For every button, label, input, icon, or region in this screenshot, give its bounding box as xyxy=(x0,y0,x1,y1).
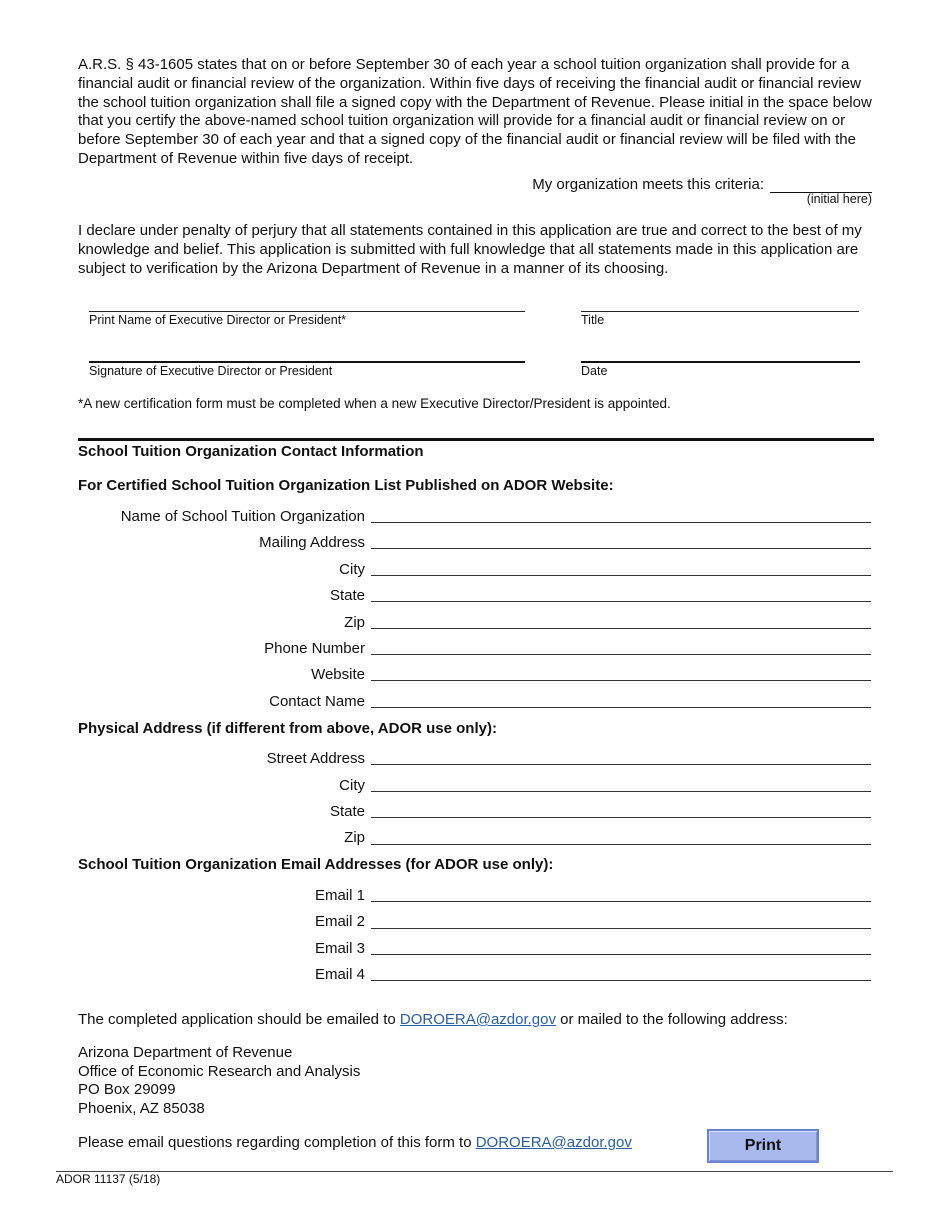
address-line: Arizona Department of Revenue xyxy=(78,1044,293,1061)
published-heading: For Certified School Tuition Organization List Published on ADOR Website: xyxy=(78,477,614,494)
physical-state-field[interactable] xyxy=(371,817,871,818)
signature-label: Signature of Executive Director or President xyxy=(89,364,333,378)
email-2-field[interactable] xyxy=(371,928,871,929)
field-label: Street Address xyxy=(266,750,365,767)
form-id: ADOR 11137 (5/18) xyxy=(56,1172,161,1186)
state-field[interactable] xyxy=(371,601,871,602)
certification-paragraph: A.R.S. § 43-1605 states that on or before September 30 of each year a school tuition organization shall provide for a financial audit or financial review of the organization. Within five days of receiving the financial audit or financial review the school tuition organization shall file a signed copy with the Department of Revenue. Please initial in the space below that you certify the above-named school tuition organization will provide for a financial audit or financial review on or before September 30 of each year and that a signed copy of the financial audit or financial review will be filed with the Department of Revenue within five days of receipt. xyxy=(78,56,872,167)
field-label: State xyxy=(329,587,365,604)
field-label: Website xyxy=(311,666,365,683)
initial-hint: (initial here) xyxy=(806,192,872,206)
field-label: Contact Name xyxy=(269,693,365,710)
field-label: City xyxy=(339,777,365,794)
title-label: Title xyxy=(581,313,605,327)
field-label: Phone Number xyxy=(264,640,365,657)
mailing-address-field[interactable] xyxy=(371,548,871,549)
print-name-label: Print Name of Executive Director or President* xyxy=(89,313,347,327)
phone-field[interactable] xyxy=(371,654,871,655)
title-field[interactable] xyxy=(581,311,859,312)
email-1-field[interactable] xyxy=(371,901,871,902)
field-label: Email 3 xyxy=(314,940,365,957)
submission-text-after: or mailed to the following address: xyxy=(556,1011,788,1028)
signature-field[interactable] xyxy=(89,361,525,363)
submission-email-link[interactable]: DOROERA@azdor.gov xyxy=(399,1011,556,1028)
field-label: Email 2 xyxy=(314,913,365,930)
field-label: State xyxy=(329,803,365,820)
field-label: Mailing Address xyxy=(259,534,365,551)
contact-name-field[interactable] xyxy=(371,707,871,708)
field-label: Name of School Tuition Organization xyxy=(120,508,365,525)
submission-text-before: The completed application should be emailed to xyxy=(78,1011,400,1028)
address-line: Phoenix, AZ 85038 xyxy=(78,1099,205,1117)
email-3-field[interactable] xyxy=(371,954,871,955)
zip-field[interactable] xyxy=(371,628,871,629)
email-4-field[interactable] xyxy=(371,980,871,981)
date-field[interactable] xyxy=(581,361,860,363)
declaration-paragraph: I declare under penalty of perjury that all statements contained in this application are true and correct to the best of my knowledge and belief. This application is submitted with full knowledge that all statements made in this application are subject to verification by the Arizona Department of Revenue in a manner of its choosing. xyxy=(78,222,862,277)
email-heading: School Tuition Organization Email Addresses (for ADOR use only): xyxy=(78,856,554,873)
field-label: Email 4 xyxy=(314,966,365,983)
field-label: Zip xyxy=(344,829,365,846)
org-name-field[interactable] xyxy=(371,522,871,523)
footer-rule xyxy=(56,1171,893,1172)
submission-text xyxy=(78,1011,788,1028)
section-title: School Tuition Organization Contact Information xyxy=(78,443,424,460)
city-field[interactable] xyxy=(371,575,871,576)
address-line: PO Box 29099 xyxy=(78,1081,176,1098)
physical-zip-field[interactable] xyxy=(371,844,871,845)
questions-text xyxy=(78,1134,632,1151)
questions-email-link[interactable]: DOROERA@azdor.gov xyxy=(475,1134,632,1151)
questions-text-before: Please email questions regarding completion of this form to xyxy=(78,1134,476,1151)
address-line: Office of Economic Research and Analysis xyxy=(78,1062,361,1080)
field-label: Email 1 xyxy=(314,887,365,904)
section-divider xyxy=(78,438,874,441)
footnote: *A new certification form must be completed when a new Executive Director/President is appointed. xyxy=(78,396,671,411)
field-label: Zip xyxy=(344,614,365,631)
field-label: City xyxy=(339,561,365,578)
criteria-label: My organization meets this criteria: xyxy=(532,176,764,193)
street-address-field[interactable] xyxy=(371,764,871,765)
date-label: Date xyxy=(581,364,608,378)
mailing-address xyxy=(78,1044,360,1118)
physical-heading: Physical Address (if different from above, ADOR use only): xyxy=(78,720,497,737)
website-field[interactable] xyxy=(371,680,871,681)
print-button[interactable]: Print xyxy=(707,1129,819,1163)
print-name-field[interactable] xyxy=(89,311,525,312)
physical-city-field[interactable] xyxy=(371,791,871,792)
